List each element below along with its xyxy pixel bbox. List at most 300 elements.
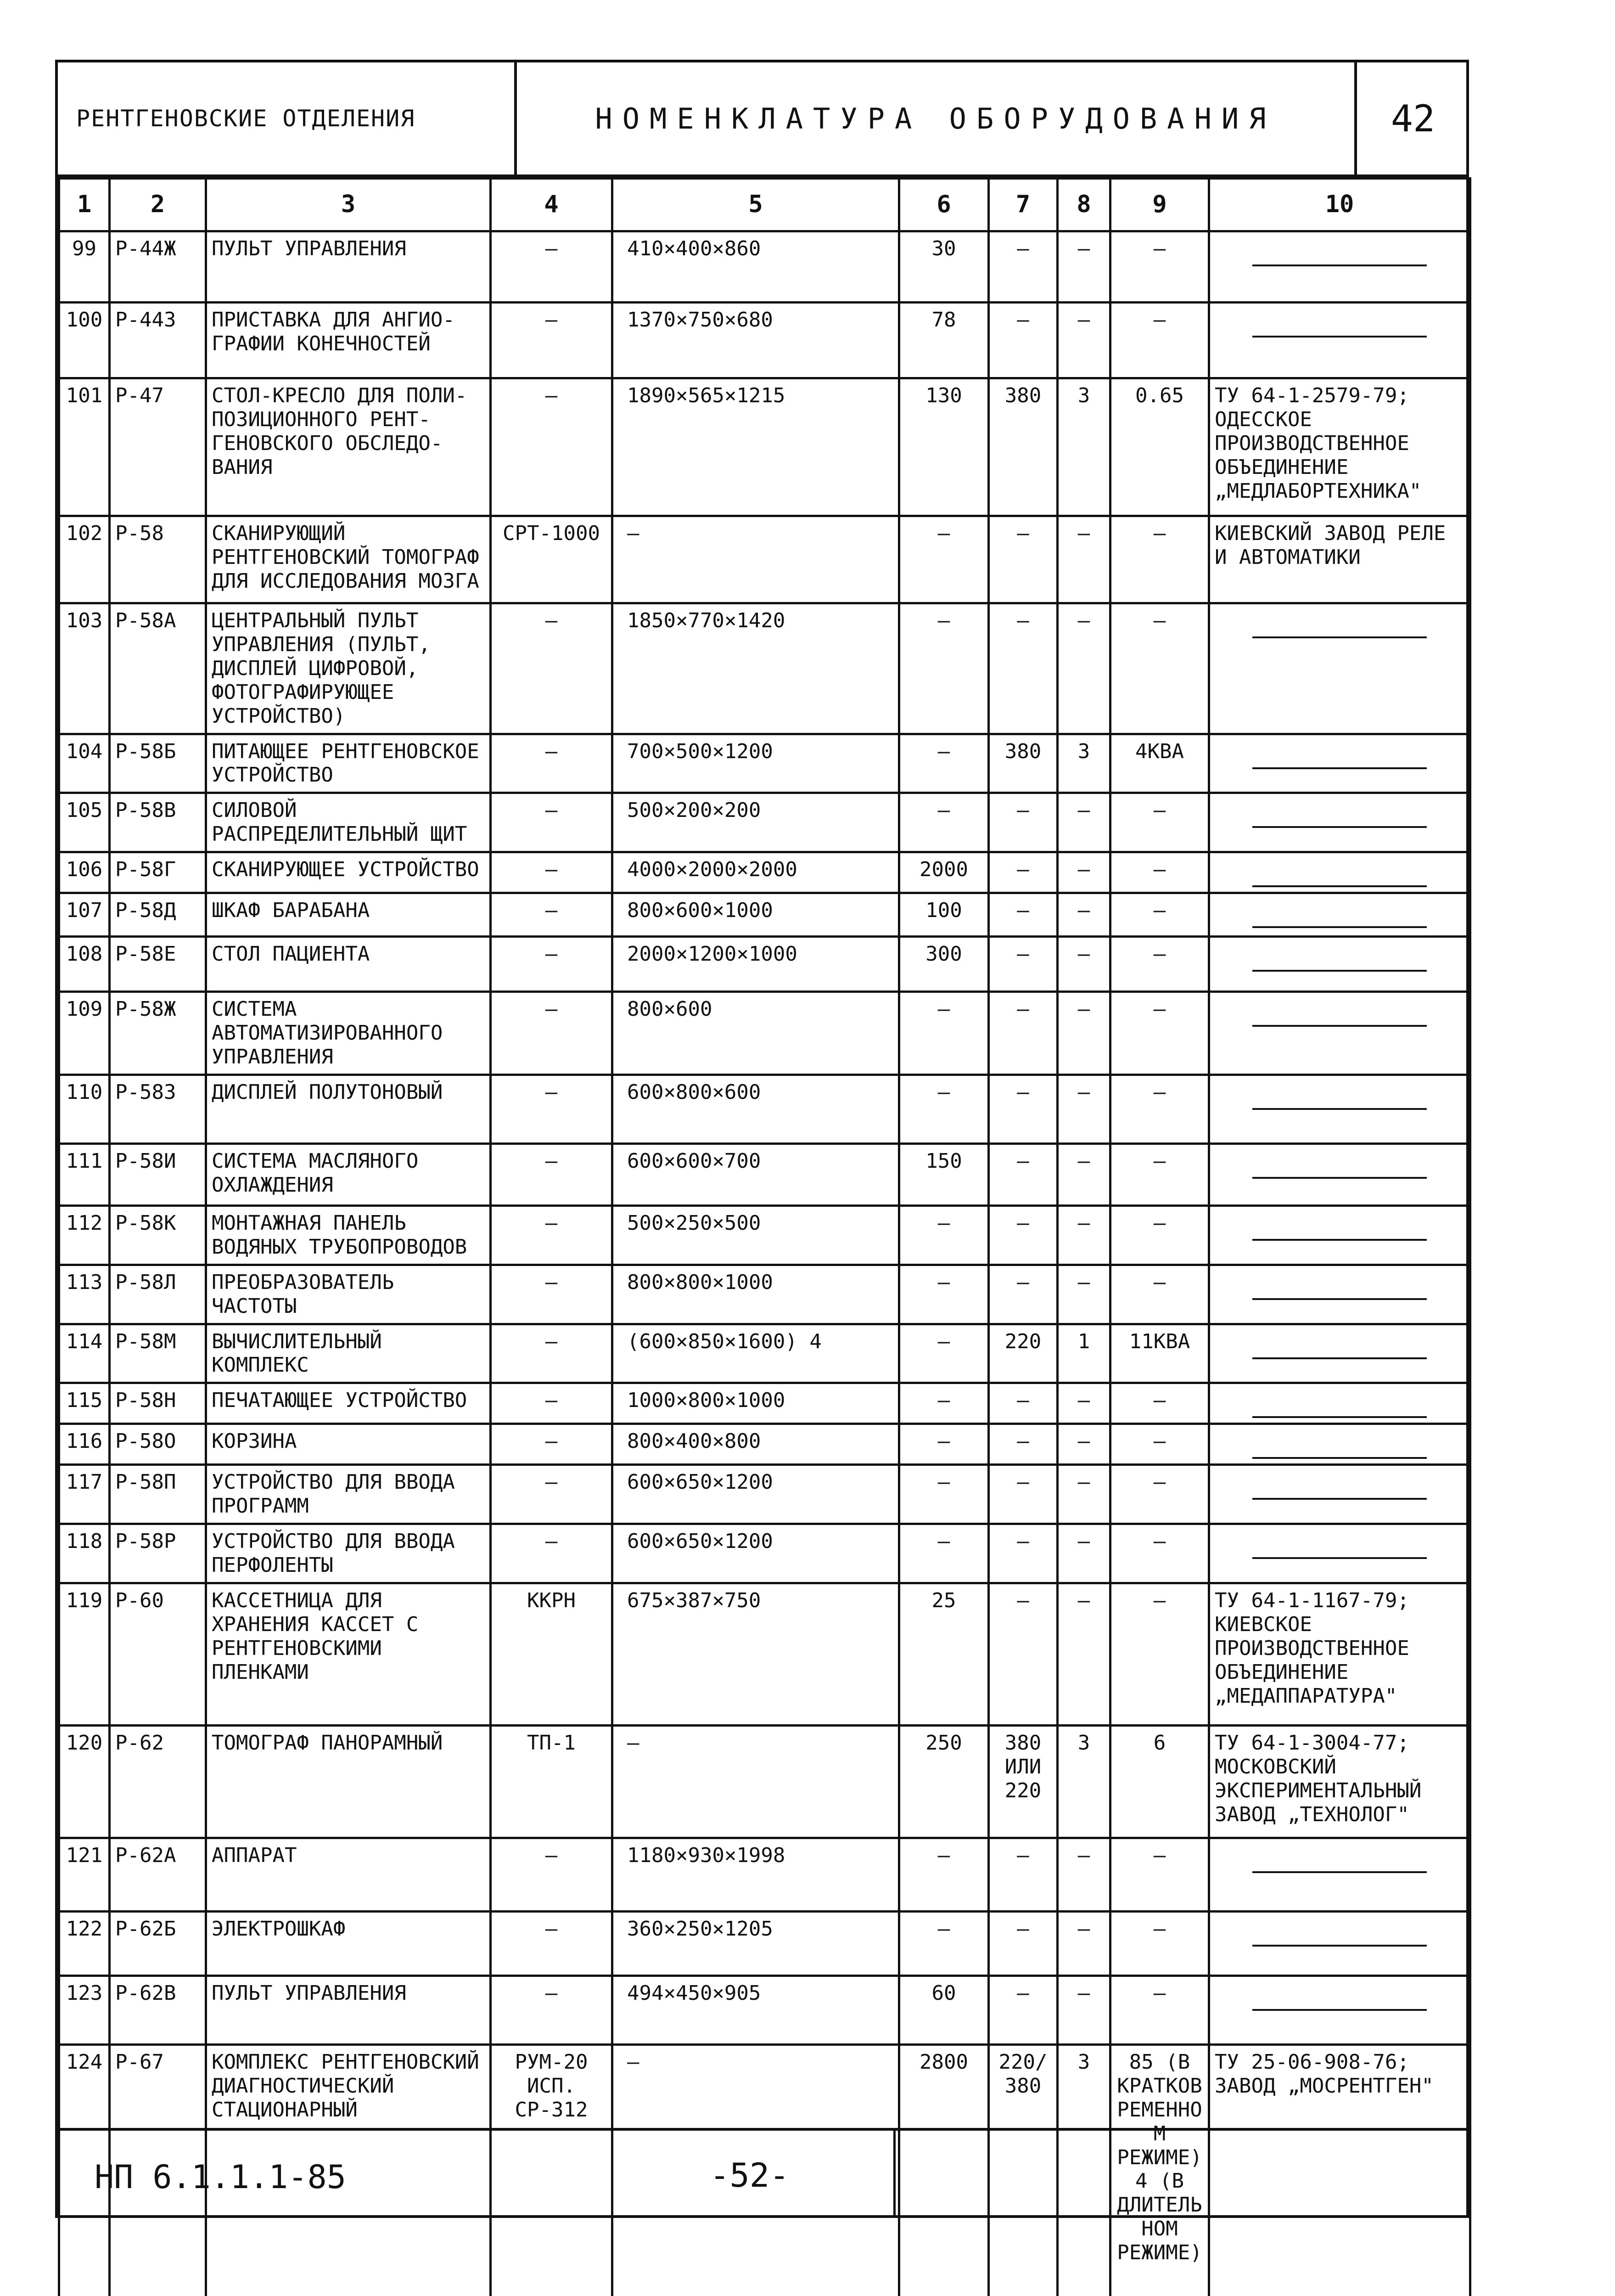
equipment-code-text: Р-58В [115,799,176,822]
mass [899,1725,989,1838]
power-text: — [1154,308,1166,332]
phases [1058,1205,1110,1265]
dimensions-text: 700×500×1200 [627,740,773,763]
dimensions [612,1583,899,1725]
dimensions [612,1075,899,1143]
voltage-text: — [1017,308,1029,332]
equipment-name [206,378,491,516]
power-text: — [1154,858,1166,881]
dimensions-text: 410×400×860 [627,237,761,260]
equipment-type-text: — [545,1211,558,1235]
equipment-type [491,893,612,937]
mass-text: — [938,1330,950,1353]
mass-text: — [938,1429,950,1453]
phases [1058,1524,1110,1583]
equipment-type [491,1265,612,1324]
manufacturer-note [1209,1524,1470,1583]
table-row [59,793,1470,852]
equipment-type-text: — [545,1844,558,1867]
dimensions-text: 600×650×1200 [627,1470,773,1494]
power-text: 85 (В КРАТКОВРЕМЕННОМ РЕЖИМЕ) 4 (В ДЛИТЕЛЬНОМ РЕЖИМЕ) [1117,2050,1202,2264]
row-number-text: 110 [66,1080,102,1104]
power [1110,516,1209,603]
dimensions [612,516,899,603]
header-page-number: 42 [1357,62,1469,177]
voltage [989,1265,1058,1324]
power-text: — [1154,1530,1166,1553]
voltage [989,1524,1058,1583]
power-text: — [1154,942,1166,966]
column-header: 10 [1209,179,1470,231]
blank-line [1252,1298,1427,1300]
table-row [59,231,1470,303]
equipment-type [491,1324,612,1383]
dimensions [612,852,899,893]
mass-text: 100 [925,899,962,922]
voltage [989,1075,1058,1143]
phases-text: — [1078,1429,1090,1453]
voltage [989,231,1058,303]
voltage-text: — [1017,1981,1029,2005]
power [1110,1324,1209,1383]
row-number-text: 107 [66,899,102,922]
mass [899,1838,989,1911]
equipment-table [58,177,1471,2296]
power [1110,1424,1209,1465]
row-number [59,1424,110,1465]
equipment-name-text: ПУЛЬТ УПРАВЛЕНИЯ [212,1981,406,2005]
equipment-type-text: — [545,1470,558,1494]
table-row [59,1424,1470,1465]
mass-text: — [938,799,950,822]
power-text: — [1154,1211,1166,1235]
row-number-text: 105 [66,799,102,822]
phases-text: — [1078,858,1090,881]
manufacturer-note [1209,603,1470,734]
blank-line [1252,1945,1427,1947]
equipment-code-text: Р-58Г [115,858,176,881]
table-row [59,734,1470,793]
phases [1058,516,1110,603]
power [1110,1205,1209,1265]
voltage [989,937,1058,992]
table-row [59,1911,1470,1975]
mass [899,516,989,603]
equipment-type [491,1975,612,2044]
row-number [59,992,110,1075]
equipment-code-text: Р-67 [115,2050,164,2074]
mass-text: — [938,522,950,545]
manufacturer-note [1209,1265,1470,1324]
equipment-code-text: Р-58К [115,1211,176,1235]
equipment-type [491,603,612,734]
equipment-code-text: Р-58А [115,609,176,632]
equipment-type [491,793,612,852]
manufacturer-note [1209,992,1470,1075]
power-text: — [1154,1470,1166,1494]
equipment-code [110,1143,206,1205]
mass [899,1324,989,1383]
manufacturer-note [1209,516,1470,603]
mass [899,1205,989,1265]
equipment-name [206,1465,491,1524]
voltage [989,893,1058,937]
equipment-name-text: КОРЗИНА [212,1429,297,1453]
equipment-code-text: Р-58 [115,522,164,545]
table-row [59,992,1470,1075]
equipment-type-text: ККРН [527,1589,576,1612]
equipment-type-text: — [545,1530,558,1553]
phases [1058,1838,1110,1911]
mass-text: — [938,740,950,763]
table-row [59,1205,1470,1265]
equipment-code [110,992,206,1075]
power-text: 11КВА [1129,1330,1190,1353]
power [1110,1911,1209,1975]
dimensions [612,231,899,303]
equipment-code-text: Р-47 [115,384,164,407]
manufacturer-note-text: ТУ 64-1-3004-77; МОСКОВСКИЙ ЭКСПЕРИМЕНТАЛЬНЫЙ ЗАВОД „ТЕХНОЛОГ" [1215,1731,1421,1826]
dimensions-text: 4000×2000×2000 [627,858,797,881]
equipment-name [206,893,491,937]
equipment-code [110,1583,206,1725]
power [1110,303,1209,378]
dimensions [612,1205,899,1265]
mass-text: 2800 [920,2050,968,2074]
phases [1058,1465,1110,1524]
equipment-name [206,1583,491,1725]
power [1110,1383,1209,1424]
manufacturer-note [1209,1583,1470,1725]
mass-text: — [938,1844,950,1867]
blank-line [1252,1457,1427,1459]
equipment-type-text: — [545,1330,558,1353]
equipment-type-text: — [545,1981,558,2005]
voltage-text: 220/380 [999,2050,1048,2098]
phases-text: — [1078,899,1090,922]
dimensions [612,1424,899,1465]
row-number-text: 119 [66,1589,102,1612]
mass [899,231,989,303]
dimensions [612,1725,899,1838]
equipment-name-text: СТОЛ ПАЦИЕНТА [212,942,370,966]
dimensions-text: 2000×1200×1000 [627,942,797,966]
phases [1058,1383,1110,1424]
dimensions-text: 800×400×800 [627,1429,761,1453]
voltage [989,1324,1058,1383]
voltage-text: — [1017,1211,1029,1235]
power-text: — [1154,997,1166,1021]
dimensions [612,1911,899,1975]
equipment-type [491,378,612,516]
dimensions [612,734,899,793]
equipment-code [110,1911,206,1975]
row-number-text: 104 [66,740,102,763]
voltage [989,734,1058,793]
blank-line [1252,885,1427,887]
table-row [59,378,1470,516]
power-text: — [1154,1429,1166,1453]
row-number-text: 120 [66,1731,102,1755]
equipment-code-text: Р-58Д [115,899,176,922]
phases-text: — [1078,308,1090,332]
equipment-type [491,1583,612,1725]
table-row [59,1383,1470,1424]
dimensions-text: 600×600×700 [627,1149,761,1173]
equipment-name [206,231,491,303]
equipment-name-text: ДИСПЛЕЙ ПОЛУТОНОВЫЙ [212,1080,443,1104]
column-header: 1 [59,179,110,231]
row-number-text: 100 [66,308,102,332]
equipment-type-text: — [545,997,558,1021]
mass-text: — [938,997,950,1021]
dimensions-text: — [627,2050,639,2074]
equipment-code-text: Р-58З [115,1080,176,1104]
equipment-type-text: — [545,899,558,922]
equipment-name [206,1975,491,2044]
equipment-type [491,516,612,603]
blank-line [1252,1498,1427,1500]
manufacturer-note [1209,893,1470,937]
equipment-name [206,1205,491,1265]
mass-text: — [938,1470,950,1494]
dimensions [612,937,899,992]
power-text: — [1154,1389,1166,1412]
equipment-type [491,1205,612,1265]
mass [899,1911,989,1975]
blank-line [1252,636,1427,638]
phases-text: 1 [1078,1330,1090,1353]
power [1110,1265,1209,1324]
dimensions [612,1975,899,2044]
equipment-code-text: Р-58Н [115,1389,176,1412]
equipment-name-text: СИЛОВОЙ РАСПРЕДЕЛИТЕЛЬНЫЙ ЩИТ [212,799,467,846]
equipment-name [206,1265,491,1324]
voltage-text: — [1017,237,1029,260]
blank-line [1252,767,1427,769]
mass-text: 30 [932,237,956,260]
equipment-code [110,1205,206,1265]
row-number [59,1725,110,1838]
row-number [59,734,110,793]
dimensions-text: 494×450×905 [627,1981,761,2005]
equipment-name [206,1424,491,1465]
phases-text: 3 [1078,740,1090,763]
equipment-name [206,734,491,793]
equipment-type-text: — [545,1917,558,1941]
equipment-type [491,303,612,378]
row-number [59,1383,110,1424]
manufacturer-note [1209,1075,1470,1143]
phases-text: — [1078,1271,1090,1294]
table-row [59,1975,1470,2044]
column-header: 4 [491,179,612,231]
equipment-name-text: ЭЛЕКТРОШКАФ [212,1917,345,1941]
voltage-text: — [1017,1080,1029,1104]
voltage-text: — [1017,1530,1029,1553]
voltage-text: — [1017,899,1029,922]
row-number [59,1143,110,1205]
manufacturer-note [1209,1383,1470,1424]
phases [1058,992,1110,1075]
phases-text: — [1078,237,1090,260]
row-number [59,937,110,992]
mass-text: — [938,1389,950,1412]
equipment-type [491,734,612,793]
dimensions-text: (600×850×1600) 4 [627,1330,822,1353]
blank-line [1252,1416,1427,1418]
footer [58,2128,1469,2215]
document-sheet [55,60,1469,2218]
equipment-code-text: Р-62Б [115,1917,176,1941]
manufacturer-note [1209,793,1470,852]
voltage [989,1205,1058,1265]
power [1110,793,1209,852]
column-header: 3 [206,179,491,231]
table-row [59,1143,1470,1205]
equipment-name-text: ТОМОГРАФ ПАНОРАМНЫЙ [212,1731,443,1755]
mass [899,1143,989,1205]
equipment-type-text: — [545,308,558,332]
voltage-text: — [1017,1429,1029,1453]
blank-line [1252,2009,1427,2011]
mass [899,1265,989,1324]
phases-text: — [1078,942,1090,966]
column-header: 2 [110,179,206,231]
equipment-code [110,303,206,378]
power [1110,378,1209,516]
mass-text: — [938,1211,950,1235]
equipment-type [491,937,612,992]
row-number-text: 117 [66,1470,102,1494]
dimensions-text: 1370×750×680 [627,308,773,332]
voltage-text: 380 ИЛИ 220 [1005,1731,1041,1802]
voltage-text: — [1017,1844,1029,1867]
equipment-type-text: — [545,1389,558,1412]
power-text: — [1154,237,1166,260]
equipment-code [110,793,206,852]
dimensions [612,603,899,734]
row-number [59,1324,110,1383]
equipment-code-text: Р-58О [115,1429,176,1453]
phases [1058,893,1110,937]
equipment-type [491,1838,612,1911]
equipment-code-text: Р-62В [115,1981,176,2005]
equipment-name-text: ПИТАЮЩЕЕ РЕНТГЕНОВСКОЕ УСТРОЙСТВО [212,740,479,787]
phases [1058,1725,1110,1838]
voltage [989,992,1058,1075]
header-section-label: РЕНТГЕНОВСКИЕ ОТДЕЛЕНИЯ [58,62,517,177]
manufacturer-note [1209,1725,1470,1838]
dimensions-text: 600×800×600 [627,1080,761,1104]
power-text: — [1154,899,1166,922]
equipment-name [206,1143,491,1205]
equipment-type-text: — [545,1080,558,1104]
row-number [59,303,110,378]
mass [899,937,989,992]
equipment-name [206,603,491,734]
row-number-text: 121 [66,1844,102,1867]
voltage-text: — [1017,1470,1029,1494]
manufacturer-note [1209,378,1470,516]
manufacturer-note [1209,1205,1470,1265]
equipment-name-text: КАССЕТНИЦА ДЛЯ ХРАНЕНИЯ КАССЕТ С РЕНТГЕНОВСКИМИ ПЛЕНКАМИ [212,1589,418,1684]
mass [899,852,989,893]
equipment-code [110,1725,206,1838]
phases-text: — [1078,522,1090,545]
dimensions-text: 800×600×1000 [627,899,773,922]
phases [1058,1583,1110,1725]
voltage-text: 220 [1005,1330,1041,1353]
power [1110,1143,1209,1205]
column-header: 8 [1058,179,1110,231]
dimensions-text: 360×250×1205 [627,1917,773,1941]
row-number [59,1075,110,1143]
column-header-row [59,179,1470,231]
voltage [989,1911,1058,1975]
row-number-text: 113 [66,1271,102,1294]
equipment-name-text: ПРИСТАВКА ДЛЯ АНГИО-ГРАФИИ КОНЕЧНОСТЕЙ [212,308,455,355]
voltage [989,852,1058,893]
dimensions-text: 500×250×500 [627,1211,761,1235]
power [1110,893,1209,937]
equipment-name-text: ШКАФ БАРАБАНА [212,899,370,922]
dimensions-text: 800×600 [627,997,712,1021]
equipment-type [491,1465,612,1524]
dimensions-text: — [627,1731,639,1755]
manufacturer-note [1209,937,1470,992]
dimensions [612,1265,899,1324]
voltage [989,1383,1058,1424]
equipment-type [491,1524,612,1583]
phases [1058,1424,1110,1465]
equipment-code [110,1838,206,1911]
power [1110,1975,1209,2044]
equipment-type [491,992,612,1075]
phases [1058,1911,1110,1975]
blank-line [1252,1108,1427,1110]
mass [899,793,989,852]
row-number [59,1524,110,1583]
manufacturer-note [1209,734,1470,793]
manufacturer-note-text: ТУ 25-06-908-76; ЗАВОД „МОСРЕНТГЕН" [1215,2050,1434,2098]
mass [899,992,989,1075]
mass [899,893,989,937]
dimensions-text: 1850×770×1420 [627,609,785,632]
equipment-type [491,852,612,893]
phases-text: — [1078,1149,1090,1173]
voltage-text: — [1017,1917,1029,1941]
power [1110,1465,1209,1524]
row-number-text: 102 [66,522,102,545]
blank-line [1252,1025,1427,1027]
equipment-name-text: АППАРАТ [212,1844,297,1867]
mass [899,1383,989,1424]
voltage-text: — [1017,1149,1029,1173]
equipment-name-text: КОМПЛЕКС РЕНТГЕНОВСКИЙ ДИАГНОСТИЧЕСКИЙ СТАЦИОНАРНЫЙ [212,2050,479,2122]
mass-text: 25 [932,1589,956,1612]
equipment-type-text: — [545,858,558,881]
voltage [989,1143,1058,1205]
phases [1058,378,1110,516]
mass-text: — [938,1530,950,1553]
phases [1058,1324,1110,1383]
equipment-code [110,1265,206,1324]
row-number [59,1911,110,1975]
equipment-name-text: СТОЛ-КРЕСЛО ДЛЯ ПОЛИ-ПОЗИЦИОННОГО РЕНТ-ГЕНОВСКОГО ОБСЛЕДО-ВАНИЯ [212,384,467,479]
equipment-type-text: — [545,609,558,632]
voltage-text: 380 [1005,384,1041,407]
